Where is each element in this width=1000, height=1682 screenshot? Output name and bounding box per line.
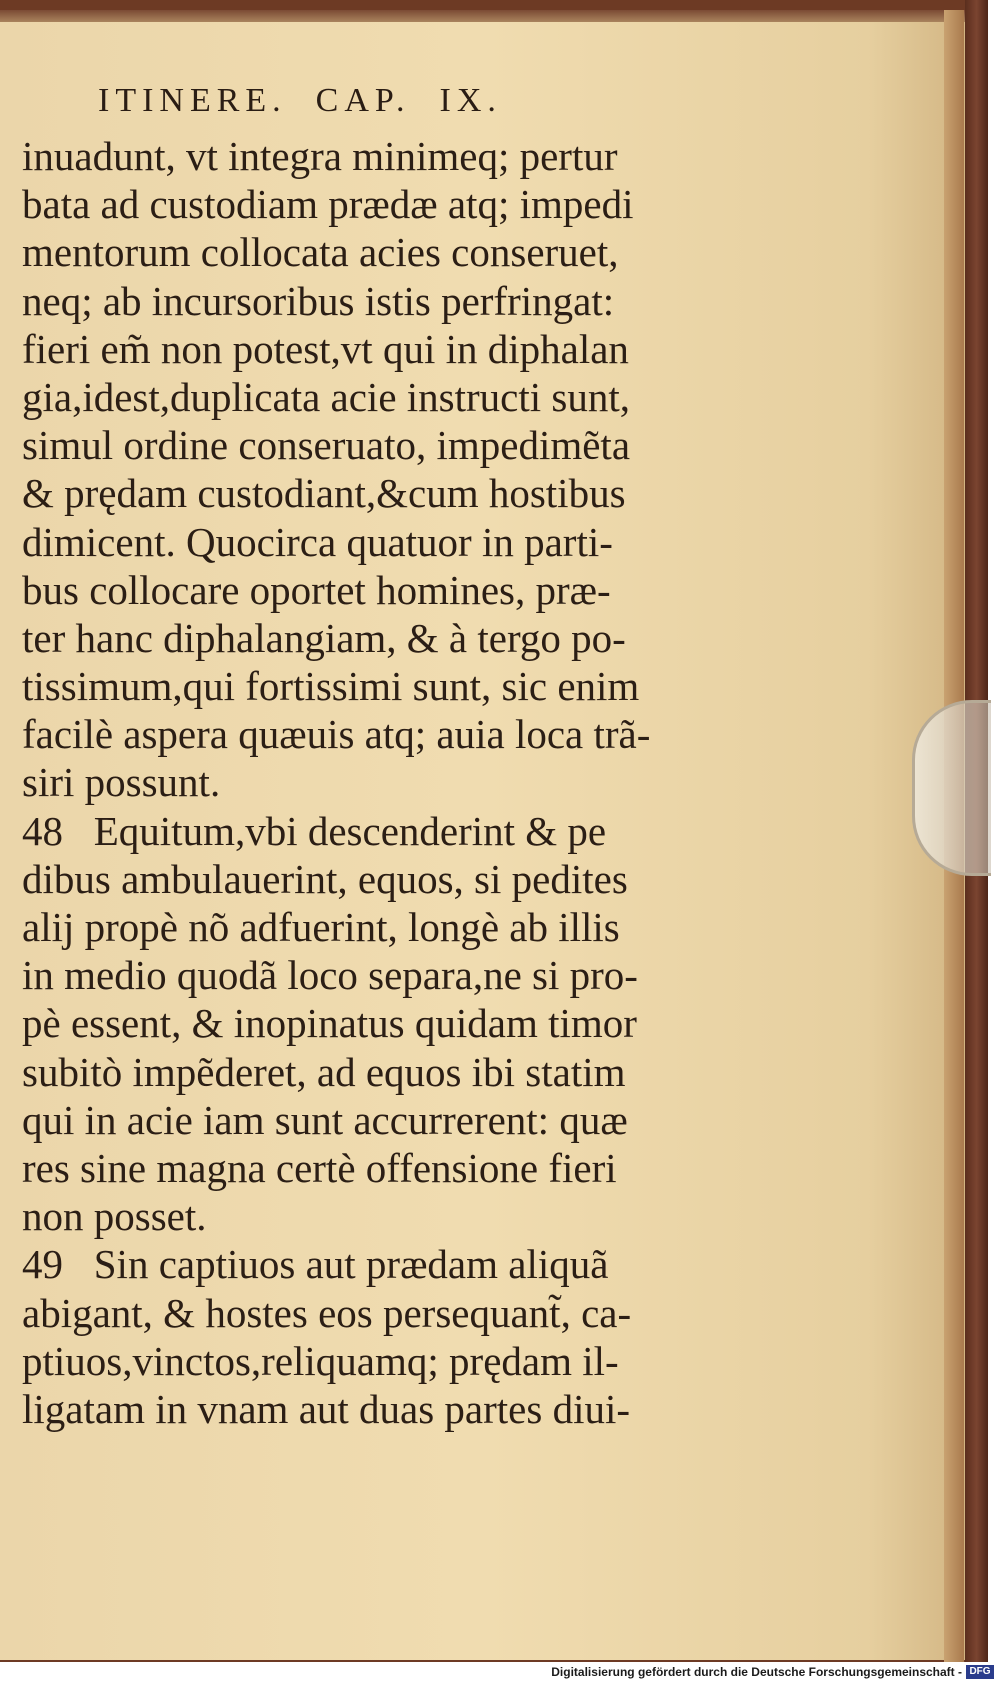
text-line: bata ad custodiam prædæ atq; impedi — [22, 181, 634, 228]
text-line: qui in acie iam sunt accurrerent: quæ — [22, 1096, 628, 1143]
text-line: & prędam custodiant,&cum hostibus — [22, 470, 626, 517]
text-line: 48 Equitum,vbi descenderint & pe — [22, 807, 607, 854]
text-line: tissimum,qui fortissimi sunt, sic enim — [22, 663, 640, 710]
text-line: bus collocare oportet homines, præ- — [22, 566, 611, 613]
text-line: res sine magna certè offensione fieri — [22, 1144, 617, 1191]
text-line: gia,idest,duplicata acie instructi sunt, — [22, 373, 630, 420]
text-line: in medio quodã loco separa,ne si pro- — [22, 952, 638, 999]
page-top-edge — [0, 10, 965, 22]
text-line: ter hanc diphalangiam, & à tergo po- — [22, 614, 626, 661]
text-line: abigant, & hostes eos persequant̃, ca- — [22, 1289, 632, 1336]
page-clip — [912, 700, 991, 876]
text-line: non posset. — [22, 1193, 207, 1240]
text-line: subitò impẽderet, ad equos ibi statim — [22, 1048, 626, 1095]
text-line: neq; ab incursoribus istis perfringat: — [22, 277, 615, 324]
text-line: dibus ambulauerint, equos, si pedites — [22, 855, 628, 902]
text-line: simul ordine conseruato, impedimẽta — [22, 422, 631, 469]
book-page — [0, 10, 965, 1660]
text-line: ptiuos,vinctos,reliquamq; prędam il- — [22, 1337, 619, 1384]
text-line: inuadunt, vt integra minimeq; pertur — [22, 133, 618, 179]
page-text — [22, 132, 942, 1433]
dfg-logo: DFG — [966, 1665, 994, 1679]
running-header: ITINERE. CAP. IX. — [98, 82, 502, 119]
text-line: siri possunt. — [22, 759, 221, 806]
text-line: 49 Sin captiuos aut prædam aliquã — [22, 1241, 609, 1288]
footer-credit: Digitalisierung gefördert durch die Deutsche Forschungsgemeinschaft - — [551, 1665, 962, 1679]
text-line: pè essent, & inopinatus quidam timor — [22, 1000, 637, 1047]
text-line: fieri em̃ non potest,vt qui in diphalan — [22, 325, 629, 372]
text-line: dimicent. Quocirca quatuor in parti- — [22, 518, 613, 565]
text-line: ligatam in vnam aut duas partes diui- — [22, 1385, 631, 1432]
text-line: mentorum collocata acies conseruet, — [22, 229, 619, 276]
text-line: alij propè nõ adfuerint, longè ab illis — [22, 904, 620, 950]
text-line: facilè aspera quæuis atq; auia loca trã- — [22, 711, 651, 758]
